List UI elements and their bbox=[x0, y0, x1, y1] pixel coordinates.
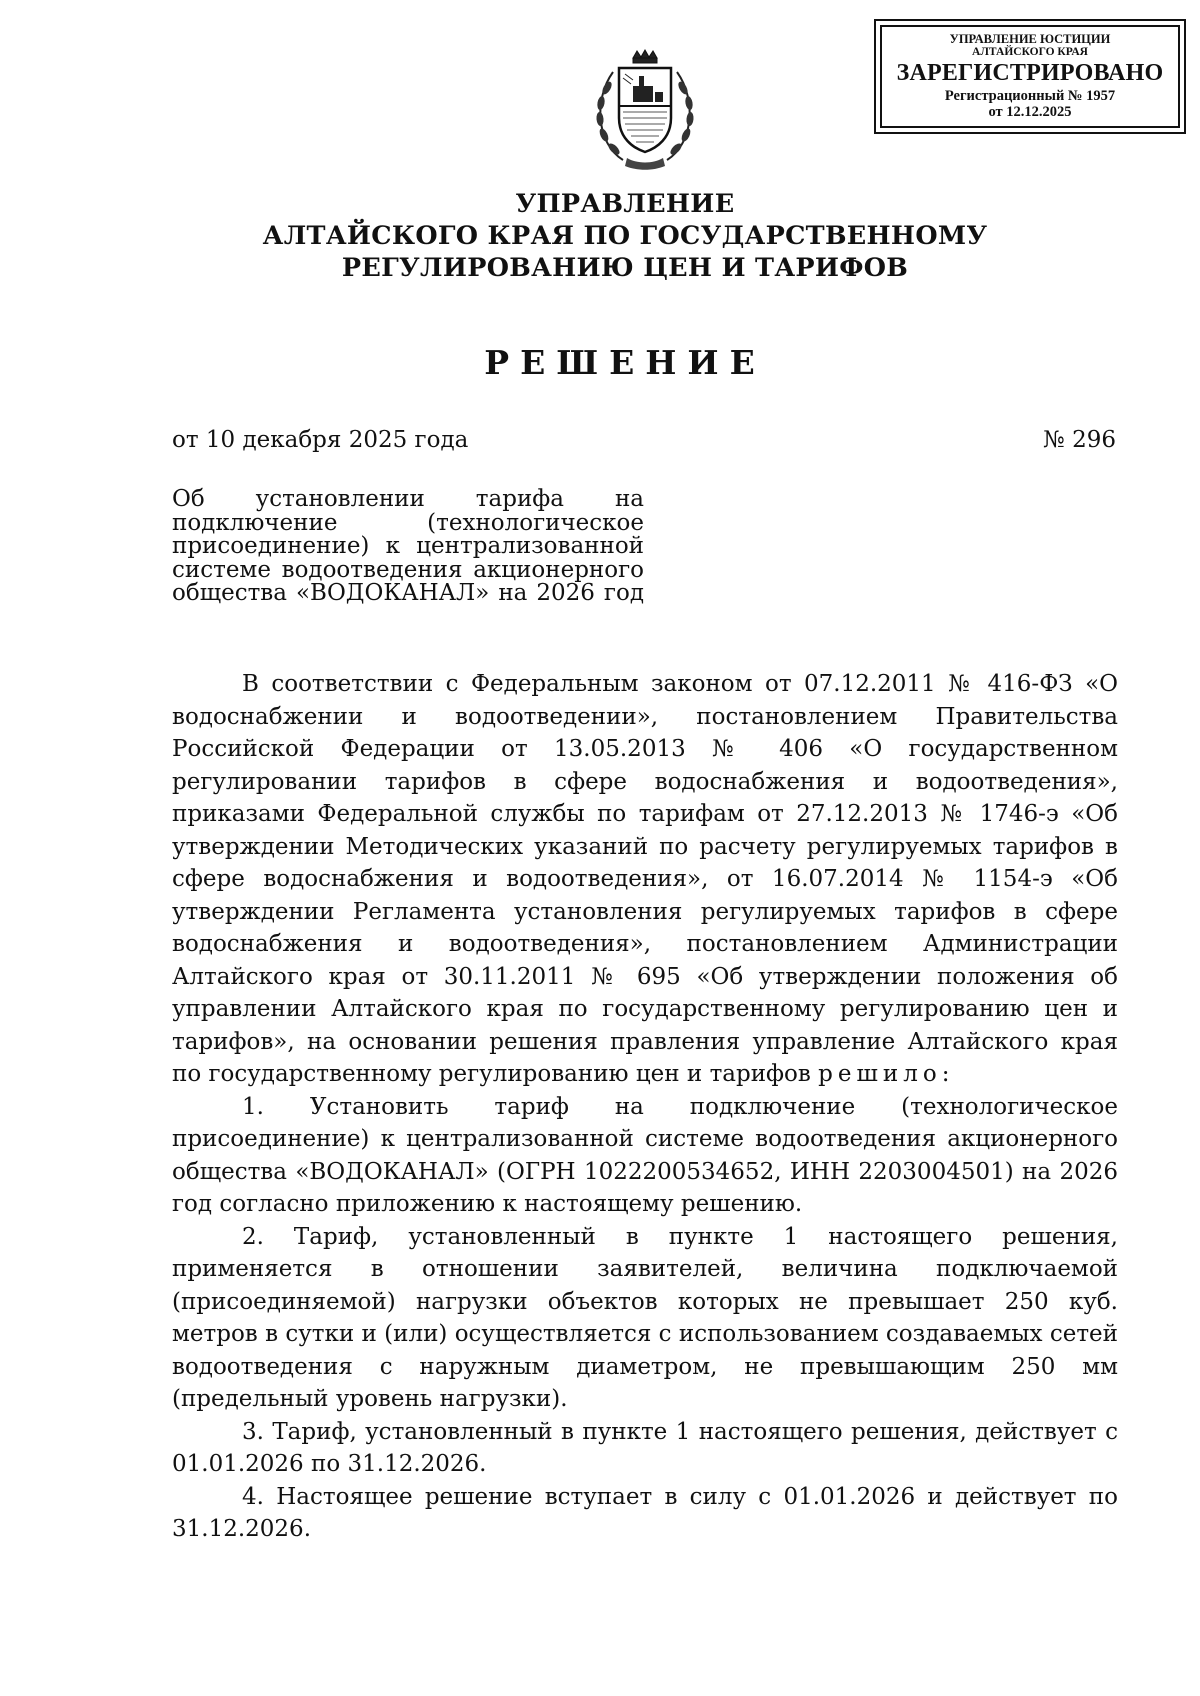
stamp-status: ЗАРЕГИСТРИРОВАНО bbox=[896, 60, 1164, 86]
document-number: № 296 bbox=[1043, 427, 1116, 453]
preamble-text: В соответствии с Федеральным законом от 07.12.2011 № 416-ФЗ «О водоснабжении и водоотведении», постановлением Правительства Российской Федерации от 13.05.2013 № 406 «О государственном регулировании тарифов в сфере водоснабжения и водоотведения», приказами Федеральной службы по тарифам от 27.12.2013 № 1746-э «Об утверждении Методических указаний по расчету регулируемых тарифов в сфере водоснабжения и водоотведения», от 16.07.2014 № 1154-э «Об утверждении Регламента установления регулируемых тарифов в сфере водоснабжения и водоотведения», постановлением Администрации Алтайского края от 30.11.2011 № 695 «Об утверждении положения об управлении Алтайского края по государственному регулированию цен и тарифов», на основании решения правления управление Алтайского края по государственному регулированию цен и тарифов bbox=[172, 671, 1118, 1087]
document-date: от 10 декабря 2025 года bbox=[172, 427, 469, 453]
stamp-reg-number: Регистрационный № 1957 bbox=[944, 88, 1116, 104]
registration-stamp bbox=[874, 19, 1186, 134]
stamp-agency-line2: АЛТАЙСКОГО КРАЯ bbox=[972, 46, 1088, 58]
preamble-paragraph bbox=[172, 668, 1118, 1091]
preamble-decided-word: решило bbox=[818, 1061, 942, 1087]
subject-line: подключение (технологическое bbox=[172, 509, 644, 536]
subject-line: системе водоотведения акционерного bbox=[172, 556, 644, 583]
issuing-authority bbox=[150, 188, 1100, 284]
coat-of-arms-emblem bbox=[583, 48, 707, 173]
resolution-item-1: 1. Установить тариф на подключение (технологическое присоединение) к централизованной системе водоотведения акционерного общества «ВОДОКАНАЛ» (ОГРН 1022200534652, ИНН 2203004501) на 2026 год согласно приложению к настоящему решению. bbox=[172, 1093, 1118, 1217]
subject-line: присоединение) к централизованной bbox=[172, 533, 644, 559]
resolution-item-2: 2. Тариф, установленный в пункте 1 настоящего решения, применяется в отношении заявителей, величина подключаемой (присоединяемой) нагрузки объектов которых не превышает 250 куб. метров в сутки и (или) осуществляется с использованием создаваемых сетей водоотведения с наружным диаметром, не превышающим 250 мм (предельный уровень нагрузки). bbox=[172, 1223, 1118, 1412]
registration-stamp-inner bbox=[880, 25, 1180, 128]
document-body bbox=[172, 668, 1118, 1546]
subject-line: общества «ВОДОКАНАЛ» на 2026 год bbox=[172, 580, 644, 606]
authority-line-1: УПРАВЛЕНИЕ bbox=[515, 189, 735, 219]
authority-line-3: РЕГУЛИРОВАНИЮ ЦЕН И ТАРИФОВ bbox=[341, 253, 909, 283]
preamble-colon: : bbox=[941, 1061, 950, 1087]
resolution-item-4: 4. Настоящее решение вступает в силу с 01.01.2026 и действует по 31.12.2026. bbox=[172, 1483, 1118, 1542]
subject-line: Об установлении тарифа на bbox=[172, 486, 644, 512]
document-subject bbox=[172, 488, 644, 606]
resolution-item-3: 3. Тариф, установленный в пункте 1 настоящего решения, действует с 01.01.2026 по 31.12.2026. bbox=[172, 1418, 1118, 1477]
authority-line-2: АЛТАЙСКОГО КРАЯ ПО ГОСУДАРСТВЕННОМУ bbox=[262, 221, 988, 251]
stamp-agency-line1: УПРАВЛЕНИЕ ЮСТИЦИИ bbox=[949, 32, 1111, 46]
stamp-reg-date: от 12.12.2025 bbox=[988, 104, 1072, 120]
document-type-title: РЕШЕНИЕ bbox=[484, 343, 766, 382]
